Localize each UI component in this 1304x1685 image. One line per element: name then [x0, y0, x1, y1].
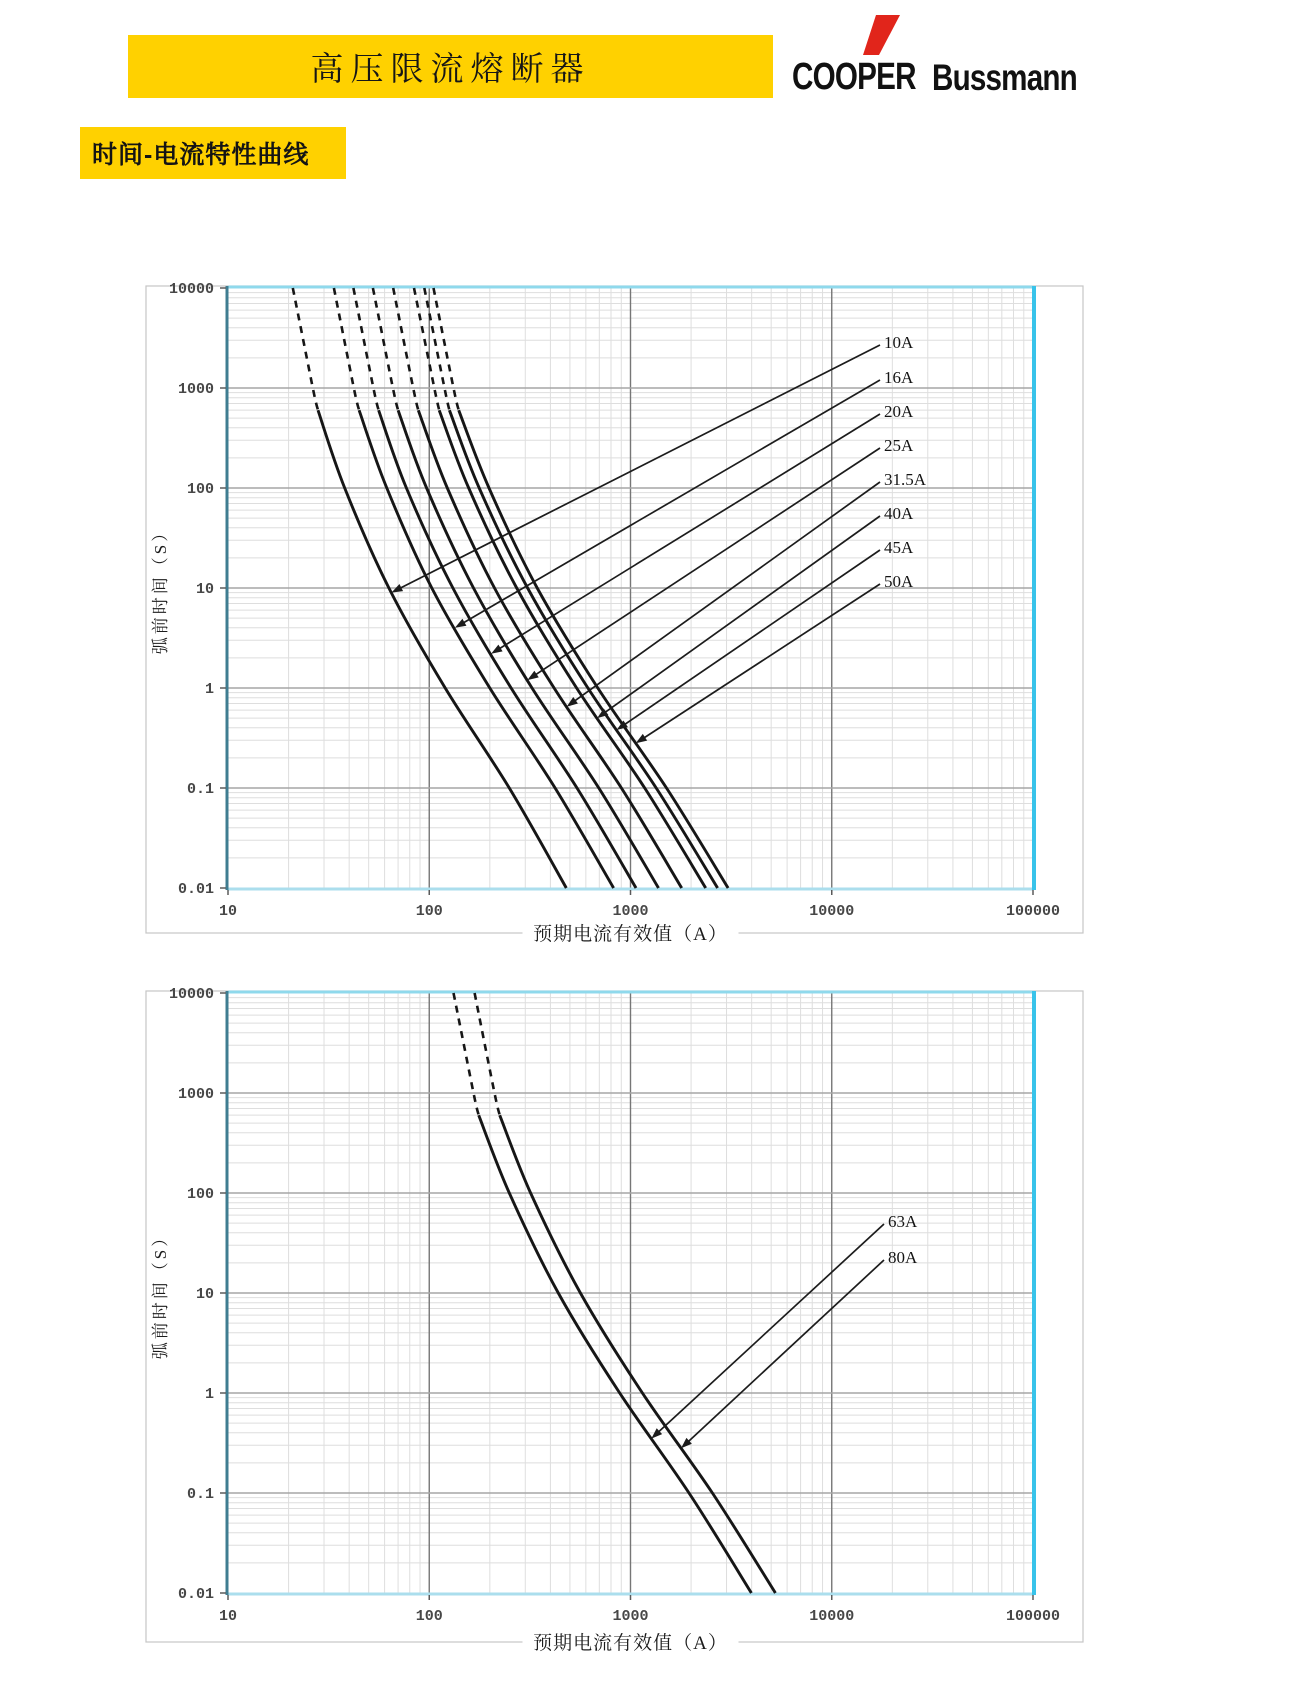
- x-axis-title: 预期电流有效值（A）: [533, 924, 728, 945]
- logo-cooper-wordmark: COOPER: [792, 56, 916, 98]
- chart-panel: [146, 286, 1083, 933]
- x-tick-label: 10: [218, 1608, 238, 1625]
- y-tick-label: 1: [204, 681, 214, 698]
- series-label-20A: 20A: [884, 402, 914, 421]
- logo-bussmann-wordmark: Bussmann: [932, 57, 1077, 98]
- x-tick-label: 10000: [809, 1608, 855, 1625]
- series-label-40A: 40A: [884, 504, 914, 523]
- y-tick-label: 1: [204, 1386, 214, 1403]
- chart-panel: [146, 991, 1083, 1642]
- x-tick-label: 100000: [1005, 1608, 1061, 1625]
- y-tick-label: 1000: [177, 1086, 214, 1103]
- chart-2: [146, 986, 1083, 1655]
- y-axis-title: 弧前时间（S）: [151, 1226, 170, 1360]
- series-label-16A: 16A: [884, 368, 914, 387]
- y-tick-label: 0.01: [177, 1586, 214, 1603]
- y-tick-label: 100: [186, 1186, 214, 1203]
- x-tick-label: 1000: [612, 903, 649, 920]
- y-tick-label: 100: [186, 481, 214, 498]
- x-tick-label: 10000: [809, 903, 855, 920]
- y-tick-label: 0.1: [186, 1486, 214, 1503]
- series-label-10A: 10A: [884, 333, 914, 352]
- y-tick-label: 1000: [177, 381, 214, 398]
- series-label-63A: 63A: [888, 1212, 918, 1231]
- page-title: 高压限流熔断器: [310, 52, 591, 88]
- y-tick-label: 10: [195, 1286, 214, 1303]
- x-axis-title: 预期电流有效值（A）: [533, 1633, 728, 1654]
- y-tick-label: 0.1: [186, 781, 214, 798]
- y-tick-label: 10000: [168, 986, 214, 1003]
- series-label-31.5A: 31.5A: [884, 470, 927, 489]
- y-tick-label: 0.01: [177, 881, 214, 898]
- series-label-80A: 80A: [888, 1248, 918, 1267]
- series-label-25A: 25A: [884, 436, 914, 455]
- series-label-45A: 45A: [884, 538, 914, 557]
- x-tick-label: 10: [218, 903, 238, 920]
- x-tick-label: 100: [415, 903, 443, 920]
- y-tick-label: 10: [195, 581, 214, 598]
- x-tick-label: 100000: [1005, 903, 1061, 920]
- y-axis-title: 弧前时间（S）: [151, 521, 170, 655]
- x-tick-label: 100: [415, 1608, 443, 1625]
- section-label-text: 时间-电流特性曲线: [92, 141, 310, 169]
- chart-1: [146, 281, 1083, 946]
- series-label-50A: 50A: [884, 572, 914, 591]
- y-tick-label: 10000: [168, 281, 214, 298]
- x-tick-label: 1000: [612, 1608, 649, 1625]
